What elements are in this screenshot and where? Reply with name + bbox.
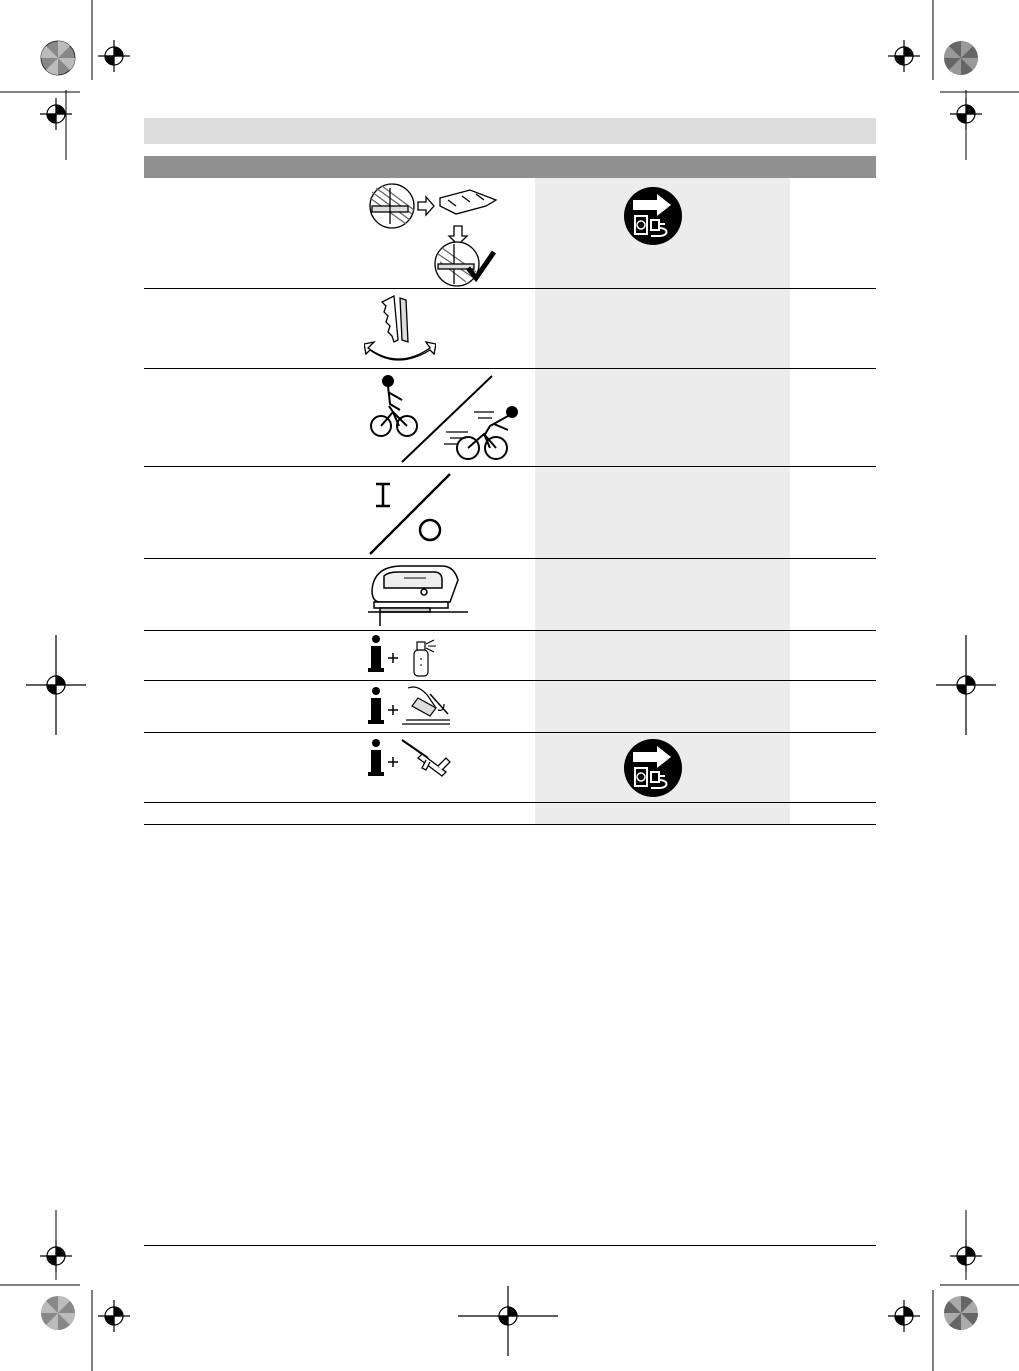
pendulum-action-icon [364,292,436,364]
slow-fast-stroke-rate-icon [366,372,522,464]
jigsaw-cutting-icon [366,562,470,628]
row-divider [144,288,876,289]
info-base-plate-angle-icon [366,684,456,730]
page-header-bar [144,118,876,144]
unplug-before-work-icon [623,738,683,798]
blade-mounting-check-icon [362,182,502,288]
row-divider [144,680,876,681]
info-lubricant-spray-icon [366,634,456,678]
unplug-before-work-icon [623,186,683,246]
row-divider [144,368,876,369]
row-divider [144,802,876,803]
page-footer-rule [144,1245,876,1246]
row-divider [144,732,876,733]
row-divider [144,466,876,467]
on-off-switch-icon [366,470,452,556]
info-parallel-guide-icon [366,736,456,780]
shaded-column [535,178,790,824]
table-header-bar [144,156,876,178]
row-divider [144,630,876,631]
row-divider [144,824,876,825]
row-divider [144,558,876,559]
